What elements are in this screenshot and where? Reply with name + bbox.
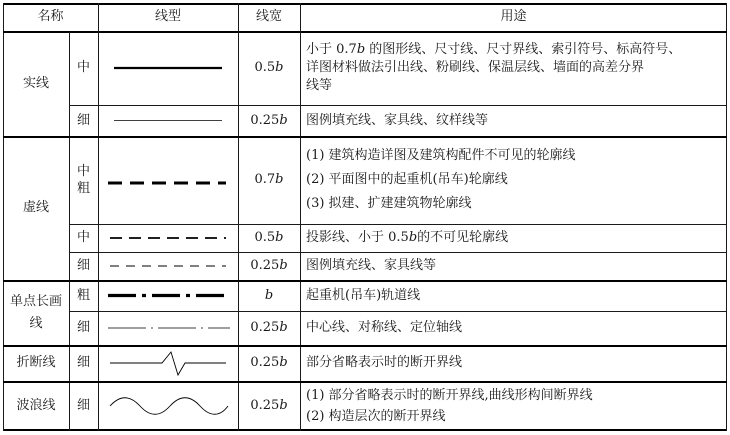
sample-dotdash-thick [98, 280, 238, 311]
sample-solid-fine [98, 105, 238, 136]
border-left [3, 3, 4, 431]
usage-dashed-medium: 投影线、小于 0.5 b 的不可见轮廓线 [306, 230, 509, 245]
usage-line: (1) 部分省略表示时的断开界线,曲线形构间断界线 [306, 388, 593, 403]
group-dotdash [3, 280, 69, 345]
row-divider [69, 105, 727, 106]
width-dashed-medium: 0.5 b [254, 230, 284, 245]
header-type: 线型 [154, 9, 181, 24]
usage-break-fine: 部分省略表示时的断开界线 [306, 355, 463, 370]
sub-solid-fine: 细 [76, 112, 90, 128]
width-dotdash-thick: b [264, 287, 274, 303]
group-divider [3, 136, 727, 138]
usage-wave-fine [300, 381, 727, 431]
line-type-table [3, 3, 727, 431]
width-wave-fine: 0.25 b [250, 398, 288, 413]
group-dashed: 虚线 [22, 200, 49, 215]
group-solid: 实线 [22, 75, 49, 91]
row-divider [69, 311, 727, 312]
sub-dashed-fine: 细 [76, 258, 90, 273]
group-divider [3, 280, 727, 282]
sample-solid-medium [98, 31, 238, 105]
header-divider [3, 31, 727, 33]
row-divider [69, 252, 727, 253]
width-solid-fine: 0.25 b [250, 112, 288, 128]
sample-dashed-fine [98, 252, 238, 280]
group-wave: 波浪线 [16, 398, 56, 413]
sub-dashed-medium-thick-label: 中粗 [76, 164, 90, 196]
header-name: 名称 [37, 9, 64, 24]
sample-dotdash-fine [98, 311, 238, 345]
width-dotdash-fine: 0.25 b [250, 320, 288, 335]
group-divider [3, 345, 727, 347]
sample-dashed-medium [98, 224, 238, 252]
group-divider [3, 381, 727, 383]
usage-dashed-medium-thick [300, 136, 727, 224]
col-divider-type [98, 3, 99, 431]
usage-solid-fine: 图例填充线、家具线、纹样线等 [306, 112, 489, 128]
col-divider-usage [300, 3, 301, 431]
usage-line: (3) 拟建、扩建建筑物轮廓线 [306, 196, 472, 211]
sub-break-fine: 细 [76, 355, 90, 370]
group-break: 折断线 [16, 355, 56, 370]
sub-dashed-medium: 中 [76, 230, 90, 245]
usage-dotdash-fine: 中心线、对称线、定位轴线 [306, 320, 463, 335]
sub-dashed-medium-thick [69, 136, 98, 224]
header-usage: 用途 [500, 9, 527, 24]
width-break-fine: 0.25 b [250, 355, 288, 370]
sub-solid-medium: 中 [76, 60, 90, 75]
usage-line: (2) 平面图中的起重机(吊车)轮廓线 [306, 172, 508, 187]
row-divider [69, 224, 727, 225]
col-divider-width [238, 3, 239, 431]
usage-dashed-fine: 图例填充线、家具线等 [306, 258, 437, 273]
width-solid-medium: 0.5 b [254, 60, 284, 75]
width-dashed-medium-thick: 0.7 b [254, 172, 284, 187]
sub-wave-fine: 细 [76, 398, 90, 413]
border-top [3, 3, 727, 5]
usage-dotdash-thick: 起重机(吊车)轨道线 [306, 287, 421, 303]
usage-line: 线等 [306, 78, 333, 93]
usage-line: (1) 建筑构造详图及建筑构配件不可见的轮廓线 [306, 148, 576, 163]
sub-dotdash-fine: 细 [76, 320, 90, 335]
border-bottom [3, 429, 727, 431]
usage-line: (2) 构造层次的断开界线 [306, 409, 446, 424]
sub-dotdash-thick: 粗 [76, 287, 90, 303]
sample-dashed-medium-thick [98, 136, 238, 224]
sample-wave-fine [98, 381, 238, 431]
group-dotdash-label: 单点长画线 [10, 293, 63, 331]
width-dashed-fine: 0.25 b [250, 258, 288, 273]
header-width: 线宽 [255, 9, 282, 24]
col-divider-sub [69, 32, 70, 431]
usage-line: 详图材料做法引出线、粉刷线、保温层线、墙面的高差分界 [306, 60, 645, 75]
usage-line: 小于 0.7b 的图形线、尺寸线、尺寸界线、索引符号、标高符号、 [306, 42, 682, 57]
border-right [726, 3, 727, 431]
usage-solid-medium [300, 31, 727, 105]
sample-break-fine [98, 345, 238, 381]
